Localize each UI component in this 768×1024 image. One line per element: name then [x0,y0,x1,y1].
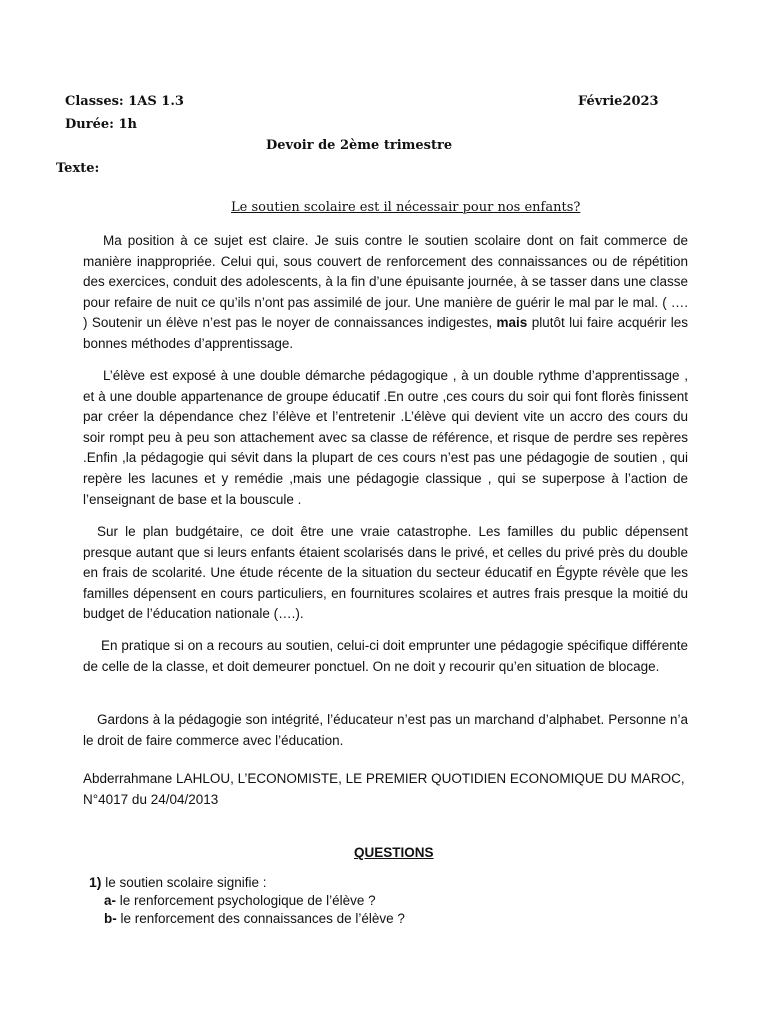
paragraph-1 [83,231,688,355]
paragraph-2-text: L’élève est exposé à une double démarche pédagogique , à un double rythme d’apprentissage , et à une double appartenance de groupe éducatif .En outre ,ces cours du soir qui font florès finissent par créer la dépendance chez l’élève et l’entretenir .L’élève qui devient vite un accro des cours du soir rompt peu à peu son attachement avec sa classe de référence, et risque de perdre ses repères .Enfin ,la pédagogie qui sévit dans la plupart de ces cours n’est pas une pédagogie de soutien , qui repère les lacunes et y remédie ,mais une pédagogie classique , qui se superpose à l’action de l’enseignant de base et la bouscule . [83,368,688,507]
paragraph-2 [83,366,688,510]
date-label: Févrie2023 [578,94,659,109]
source-citation-text: Abderrahmane LAHLOU, L’ECONOMISTE, LE PREMIER QUOTIDIEN ECONOMIQUE DU MAROC, N°4017 du 24/04/2013 [83,771,685,807]
question-1 [89,874,267,890]
text-label: Texte: [56,161,100,176]
paragraph-3 [83,522,688,625]
questions-heading: QUESTIONS [354,845,434,860]
option-b-letter: b- [104,911,117,926]
paragraph-5 [83,710,688,751]
option-b [104,911,405,926]
paragraph-1-end: plutôt lui faire acquérir les bonnes méthodes d’apprentissage. [83,315,688,351]
question-1-number: 1) [89,874,102,890]
option-b-text: le renforcement des connaissances de l’élève ? [120,911,405,926]
paragraph-3-text: Sur le plan budgétaire, ce doit être une vraie catastrophe. Les familles du public dépensent presque autant que si leurs enfants étaient scolarisés dans le privé, et celles du privé près du double en frais de scolarité. Une étude récente de la situation du secteur éducatif en Égypte révèle que les familles dépensent en cours particuliers, en fournitures scolaires et autres frais presque la moitié du budget de l’éducation nationale (….). [83,524,688,622]
text-title: Le soutien scolaire est il nécessair pour nos enfants? [231,200,581,215]
exam-title: Devoir de 2ème trimestre [266,138,453,153]
classes-label: Classes: 1AS 1.3 [65,94,184,109]
paragraph-1-bold: mais [496,315,528,331]
option-a-text: le renforcement psychologique de l’élève ? [119,893,376,908]
option-a-letter: a- [104,893,117,908]
option-a [104,893,376,908]
source-citation [83,769,688,810]
paragraph-4-text: En pratique si on a recours au soutien, celui-ci doit emprunter une pédagogie spécifique différente de celle de la classe, et doit demeurer ponctuel. On ne doit y recourir qu’en situation de blocage. [83,638,688,674]
question-1-text: le soutien scolaire signifie : [105,875,267,890]
paragraph-4 [83,636,688,677]
duration-label: Durée: 1h [65,117,137,132]
paragraph-1-text: Ma position à ce sujet est claire. Je suis contre le soutien scolaire dont on fait commerce de manière inappropriée. Celui qui, sous couvert de renforcement des connaissances ou de répétition des exercices, conduit des adolescents, à la fin d’une épuisante journée, à se tasser dans une classe pour refaire de nuit ce qu’ils n’ont pas assimilé de jour. Une manière de guérir le mal par le mal. ( …. ) Soutenir un élève n’est pas le noyer de connaissances indigestes, [83,233,688,331]
paragraph-5-text: Gardons à la pédagogie son intégrité, l’éducateur n’est pas un marchand d’alphabet. Personne n’a le droit de faire commerce avec l’éducation. [83,712,688,748]
